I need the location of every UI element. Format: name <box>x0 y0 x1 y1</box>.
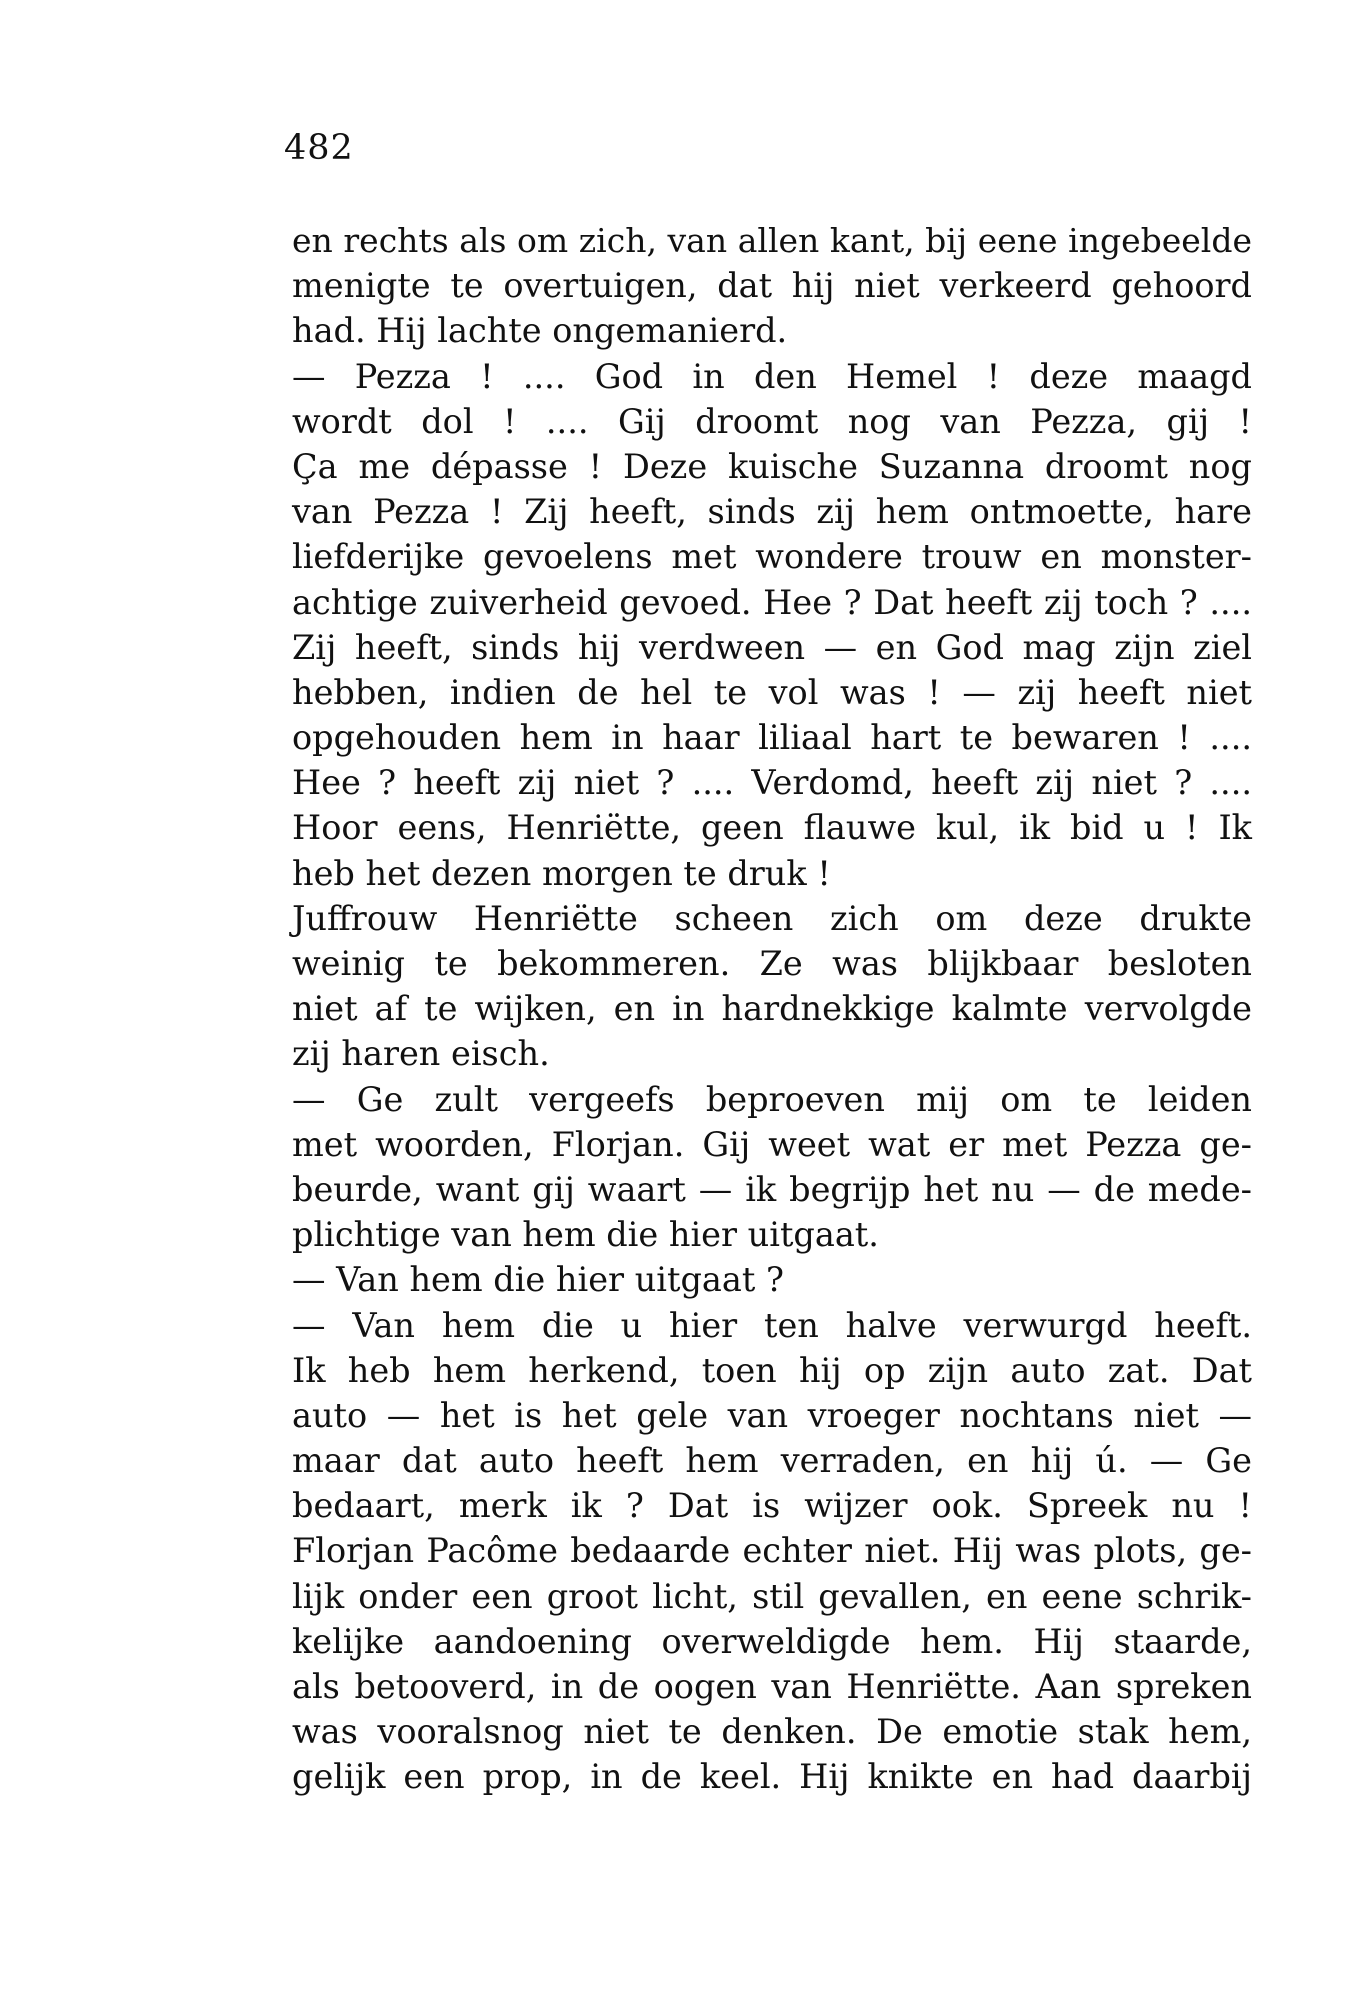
text-line: gelijk een prop, in de keel. Hij knikte en had daarbij <box>292 1757 1252 1797</box>
text-line: van Pezza ! Zij heeft, sinds zij hem ontmoette, hare <box>292 492 1252 532</box>
text-line: kelijke aandoening overweldigde hem. Hij staarde, <box>292 1621 1252 1661</box>
text-line: en rechts als om zich, van allen kant, bij eene ingebeelde <box>292 221 1252 260</box>
text-line: was vooralsnog niet te denken. De emotie stak hem, <box>292 1712 1252 1752</box>
text-line: Ça me dépasse ! Deze kuische Suzanna droomt nog <box>292 446 1252 486</box>
text-line: Juffrouw Henriëtte scheen zich om deze drukte <box>292 898 1252 938</box>
page-number: 482 <box>284 128 354 168</box>
text-line: Florjan Pacôme bedaarde echter niet. Hij was plots, ge- <box>292 1531 1252 1571</box>
text-line: beurde, want gij waart — ik begrijp het nu — de mede- <box>292 1169 1252 1209</box>
text-line: opgehouden hem in haar liliaal hart te bewaren ! .... <box>292 718 1252 758</box>
text-line: liefderijke gevoelens met wondere trouw en monster- <box>292 537 1252 577</box>
text-line: hebben, indien de hel te vol was ! — zij heeft niet <box>292 672 1252 712</box>
text-line: bedaart, merk ik ? Dat is wijzer ook. Spreek nu ! <box>292 1486 1252 1526</box>
text-line: maar dat auto heeft hem verraden, en hij ú. — Ge <box>292 1441 1252 1481</box>
text-line: Ik heb hem herkend, toen hij op zijn auto zat. Dat <box>292 1350 1252 1390</box>
body-text <box>292 218 1252 1800</box>
text-line: als betooverd, in de oogen van Henriëtte. Aan spreken <box>292 1667 1252 1706</box>
text-line: — Van hem die hier uitgaat ? <box>292 1260 784 1300</box>
text-line: heb het dezen morgen te druk ! <box>292 853 831 893</box>
text-line: met woorden, Florjan. Gij weet wat er met Pezza ge- <box>292 1124 1252 1164</box>
text-line: weinig te bekommeren. Ze was blijkbaar besloten <box>292 944 1252 983</box>
text-line: Zij heeft, sinds hij verdween — en God mag zijn ziel <box>292 627 1252 667</box>
text-line: plichtige van hem die hier uitgaat. <box>292 1215 879 1255</box>
text-line: lijk onder een groot licht, stil gevallen, en eene schrik- <box>292 1576 1252 1616</box>
text-line: niet af te wijken, en in hardnekkige kalmte vervolgde <box>292 989 1252 1029</box>
text-line: wordt dol ! .... Gij droomt nog van Pezza, gij ! <box>292 401 1252 441</box>
text-line: — Van hem die u hier ten halve verwurgd heeft. <box>292 1305 1252 1345</box>
text-line: auto — het is het gele van vroeger nochtans niet — <box>292 1395 1252 1435</box>
text-line: Hee ? heeft zij niet ? .... Verdomd, heeft zij niet ? .... <box>292 763 1252 803</box>
text-line: — Ge zult vergeefs beproeven mij om te leiden <box>292 1079 1252 1119</box>
text-line: achtige zuiverheid gevoed. Hee ? Dat heeft zij toch ? .... <box>292 582 1252 622</box>
text-line: zij haren eisch. <box>292 1034 550 1074</box>
text-line: menigte te overtuigen, dat hij niet verkeerd gehoord <box>292 266 1252 306</box>
text-line: — Pezza ! .... God in den Hemel ! deze maagd <box>292 356 1252 396</box>
text-line: had. Hij lachte ongemanierd. <box>292 311 788 351</box>
text-line: Hoor eens, Henriëtte, geen flauwe kul, ik bid u ! Ik <box>292 808 1252 848</box>
